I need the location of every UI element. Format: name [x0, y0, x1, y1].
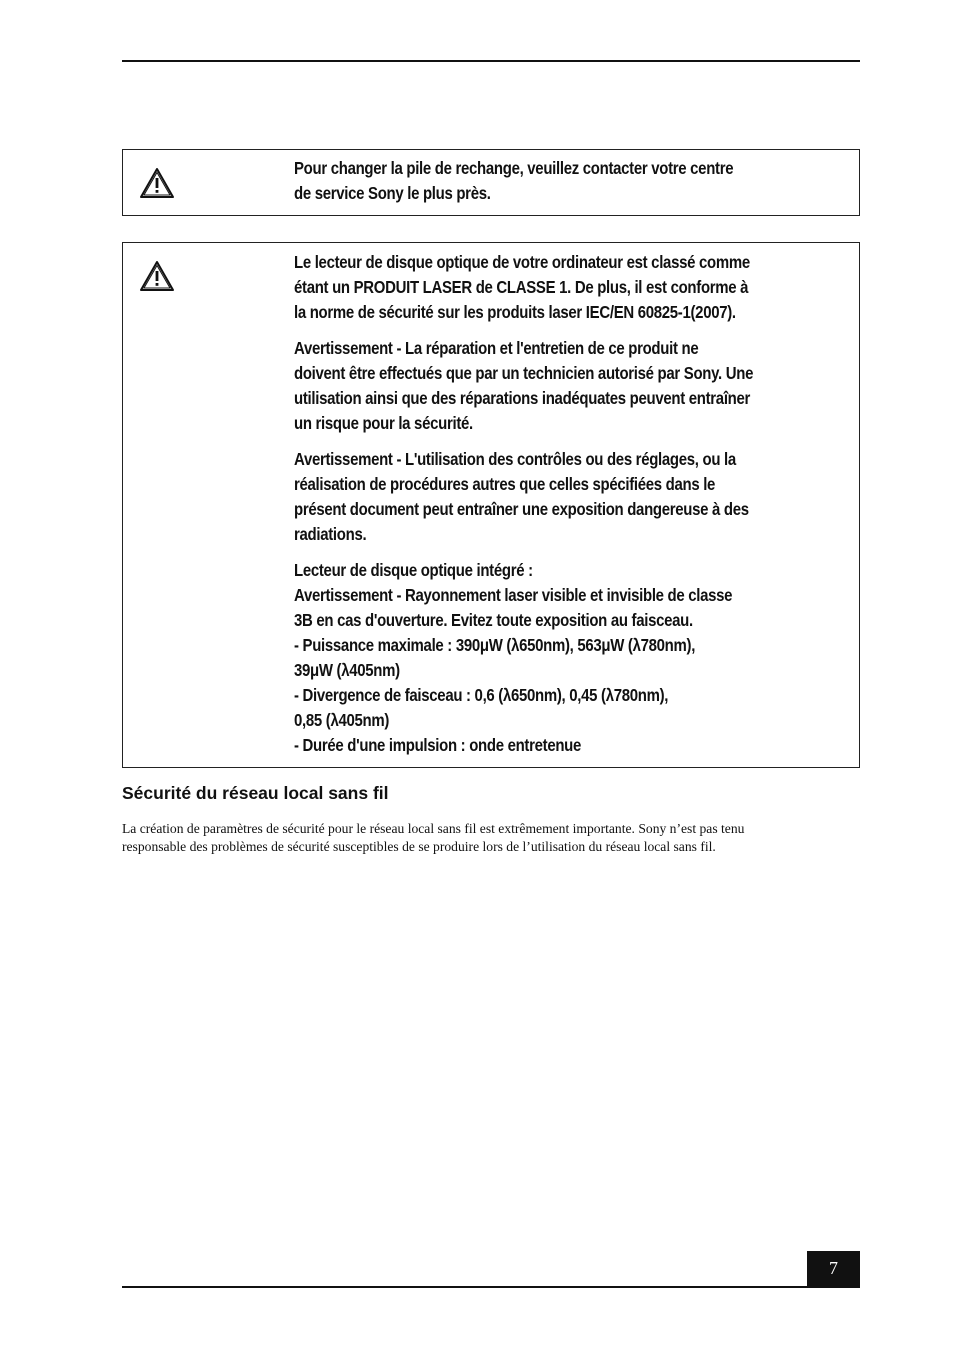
text-line: - Puissance maximale : 390μW (λ650nm), 563μW (λ780nm), — [294, 635, 696, 655]
warning-text — [294, 250, 853, 758]
text-line: Lecteur de disque optique intégré : — [294, 560, 533, 580]
text-line: Avertissement - La réparation et l'entretien de ce produit ne — [294, 338, 699, 358]
warning-paragraph — [294, 156, 853, 206]
text-line: radiations. — [294, 524, 367, 544]
warning-paragraph — [294, 447, 853, 547]
text-line: La création de paramètres de sécurité pour le réseau local sans fil est extrêmement importante. Sony n’est pas tenu — [122, 821, 745, 836]
section-heading: Sécurité du réseau local sans fil — [122, 783, 389, 803]
text-line: - Divergence de faisceau : 0,6 (λ650nm), 0,45 (λ780nm), — [294, 685, 669, 705]
text-line: un risque pour la sécurité. — [294, 413, 473, 433]
warning-box-laser — [122, 242, 860, 768]
text-line: doivent être effectués que par un technicien autorisé par Sony. Une — [294, 363, 754, 383]
warning-paragraph — [294, 336, 853, 436]
text-line: 39μW (λ405nm) — [294, 660, 400, 680]
text-line: - Durée d'une impulsion : onde entretenue — [294, 735, 582, 755]
text-line: étant un PRODUIT LASER de CLASSE 1. De plus, il est conforme à — [294, 277, 749, 297]
text-line: Avertissement - Rayonnement laser visible et invisible de classe — [294, 585, 733, 605]
warning-triangle-icon — [139, 167, 175, 199]
footer-rule — [122, 1286, 860, 1288]
warning-paragraph — [294, 558, 853, 758]
text-line: réalisation de procédures autres que celles spécifiées dans le — [294, 474, 716, 494]
page-number: 7 — [807, 1251, 860, 1287]
text-line: Avertissement - L'utilisation des contrôles ou des réglages, ou la — [294, 449, 736, 469]
text-line: utilisation ainsi que des réparations inadéquates peuvent entraîner — [294, 388, 751, 408]
text-line: Le lecteur de disque optique de votre ordinateur est classé comme — [294, 252, 750, 272]
text-line: responsable des problèmes de sécurité susceptibles de se produire lors de l’utilisation du réseau local sans fil. — [122, 839, 716, 854]
text-line: Pour changer la pile de rechange, veuillez contacter votre centre — [294, 158, 734, 178]
text-line: de service Sony le plus près. — [294, 183, 491, 203]
text-line: 0,85 (λ405nm) — [294, 710, 390, 730]
text-line: la norme de sécurité sur les produits laser IEC/EN 60825-1(2007). — [294, 302, 736, 322]
warning-triangle-icon — [139, 260, 175, 292]
warning-text — [294, 156, 853, 206]
header-rule — [122, 60, 860, 62]
warning-box-battery — [122, 149, 860, 216]
section-body — [122, 820, 862, 856]
text-line: 3B en cas d'ouverture. Evitez toute exposition au faisceau. — [294, 610, 693, 630]
text-line: présent document peut entraîner une exposition dangereuse à des — [294, 499, 749, 519]
warning-paragraph — [294, 250, 853, 325]
